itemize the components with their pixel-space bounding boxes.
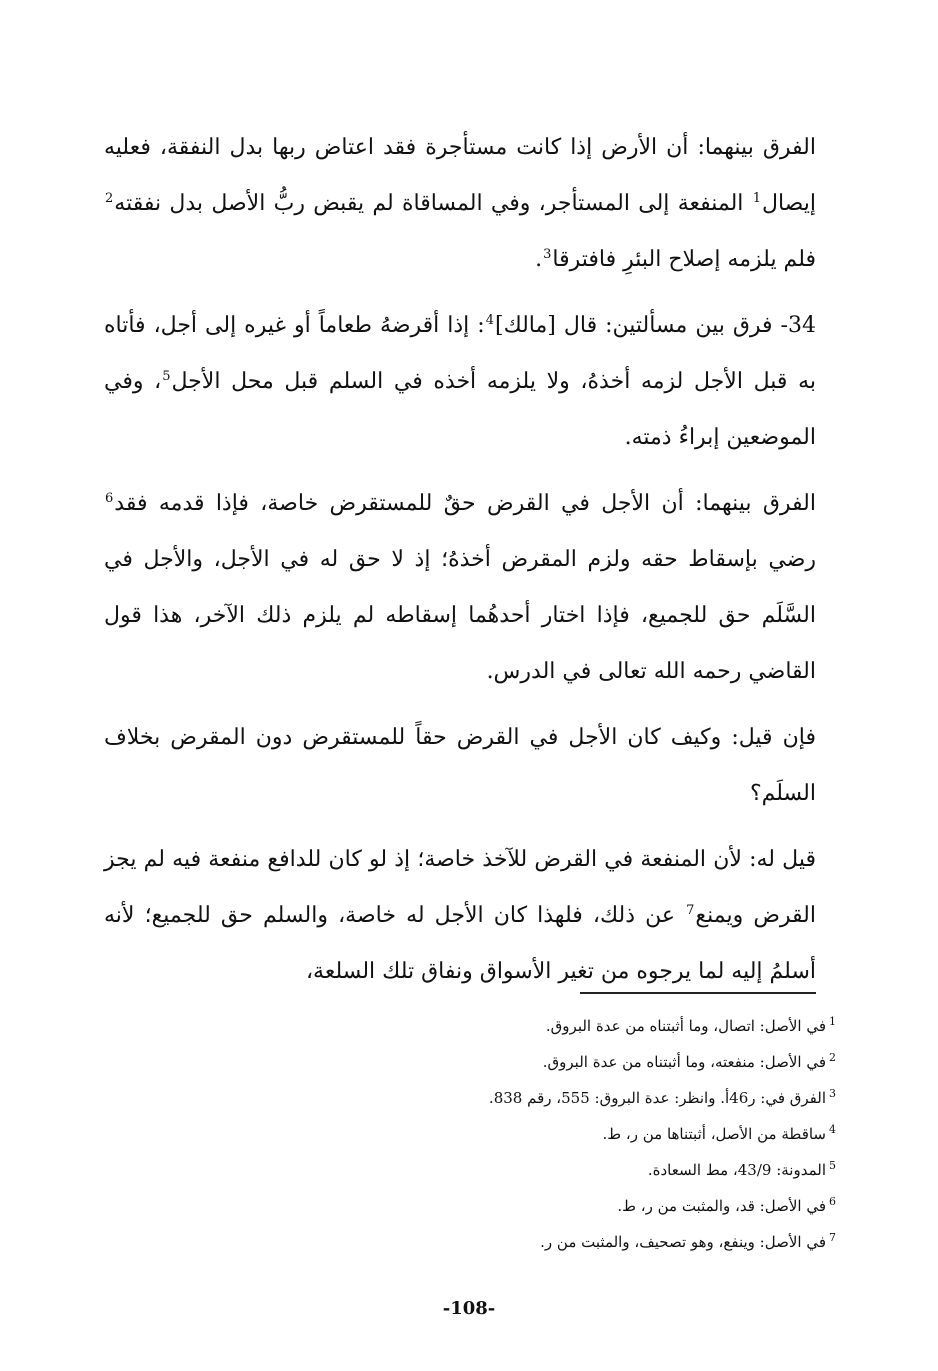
footnote-6 <box>300 1188 836 1224</box>
footnote-3 <box>300 1080 836 1116</box>
text-run: الفرق بينهما: أن الأجل في القرض حقٌ للمستقرض خاصة، فإذا قدمه فقد <box>114 491 816 516</box>
text-run: فلم يلزمه إصلاح البئرِ فافترقا <box>552 247 816 272</box>
text-run: عن ذلك، فلهذا كان الأجل له خاصة، والسلم حق للجميع؛ لأنه أسلمُ إليه لما يرجوه من تغير الأسواق ونفاق تلك السلعة، <box>104 903 816 984</box>
footnote-ref-6: 6 <box>105 490 114 506</box>
paragraph-2 <box>104 298 816 466</box>
paragraph-4: فإن قيل: وكيف كان الأجل في القرض حقاً للمستقرض دون المقرض بخلاف السلَم؟ <box>104 725 816 806</box>
footnote-ref-3: 3 <box>543 246 552 262</box>
footnote-ref-4: 4 <box>485 312 494 328</box>
footnote-text: في الأصل: قد، والمثبت من ر، ط. <box>617 1197 826 1215</box>
paragraph-1 <box>104 120 816 288</box>
footnote-number: 6 <box>829 1195 836 1208</box>
text-run: الفرق بينهما: أن الأرض إذا كانت مستأجرة فقد اعتاض ربها بدل النفقة، فعليه إيصال <box>104 135 816 216</box>
text-run: ، وفي الموضعين إبراءُ ذمته. <box>104 369 816 450</box>
footnote-7 <box>300 1224 836 1260</box>
footnote-separator <box>580 992 816 994</box>
footnote-text: في الأصل: منفعته، وما أثبتناه من عدة البروق. <box>542 1053 826 1071</box>
footnote-number: 7 <box>829 1231 836 1244</box>
paragraph-5 <box>104 832 816 1000</box>
main-text <box>104 120 816 1010</box>
footnote-number: 5 <box>829 1159 836 1172</box>
footnote-ref-5: 5 <box>162 368 171 384</box>
footnote-text: في الأصل: وينفع، وهو تصحيف، والمثبت من ر. <box>540 1233 826 1251</box>
footnote-text: ساقطة من الأصل، أثبتناها من ر، ط. <box>602 1125 826 1143</box>
text-run: المنفعة إلى المستأجر، وفي المساقاة لم يقبض ربُّ الأصل بدل نفقته <box>114 191 752 216</box>
text-run: رضي بإسقاط حقه ولزم المقرض أخذهُ؛ إذ لا حق له في الأجل، والأجل في السَّلَم حق للجميع، فإذا اختار أحدهُما إسقاطه لم يلزم ذلك الآخر، هذا قول القاضي رحمه الله تعالى في الدرس. <box>104 547 816 684</box>
footnote-text: في الأصل: اتصال، وما أثبتناه من عدة البروق. <box>545 1017 826 1035</box>
footnote-5 <box>300 1152 836 1188</box>
footnote-number: 3 <box>829 1087 836 1100</box>
text-run: . <box>535 247 543 272</box>
footnote-2 <box>300 1044 836 1080</box>
text-run: : إذا أقرضهُ طعاماً أو غيره إلى أجل، فأتاه به قبل الأجل لزمه أخذهُ، ولا يلزمه أخذه في السلم قبل محل الأجل <box>104 313 816 394</box>
footnote-ref-2: 2 <box>105 190 114 206</box>
footnote-number: 4 <box>829 1123 836 1136</box>
footnotes <box>300 1008 836 1260</box>
footnote-4 <box>300 1116 836 1152</box>
footnote-ref-1: 1 <box>752 190 761 206</box>
footnote-text: الفرق في: ر46أ. وانظر: عدة البروق: 555، رقم 838. <box>488 1089 826 1107</box>
footnote-number: 1 <box>829 1015 836 1028</box>
paragraph-3 <box>104 476 816 700</box>
footnote-text: المدونة: 43/9، مط السعادة. <box>647 1161 826 1179</box>
footnote-1 <box>300 1008 836 1044</box>
footnote-number: 2 <box>829 1051 836 1064</box>
footnote-ref-7: 7 <box>686 902 695 918</box>
text-run: قيل له: لأن المنفعة في القرض للآخذ خاصة؛ إذ لو كان للدافع منفعة فيه لم يجز القرض ويمنع <box>104 847 816 928</box>
text-run: 34- فرق بين مسألتين: قال [مالك] <box>494 313 816 338</box>
page-number: -108- <box>442 1298 496 1319</box>
